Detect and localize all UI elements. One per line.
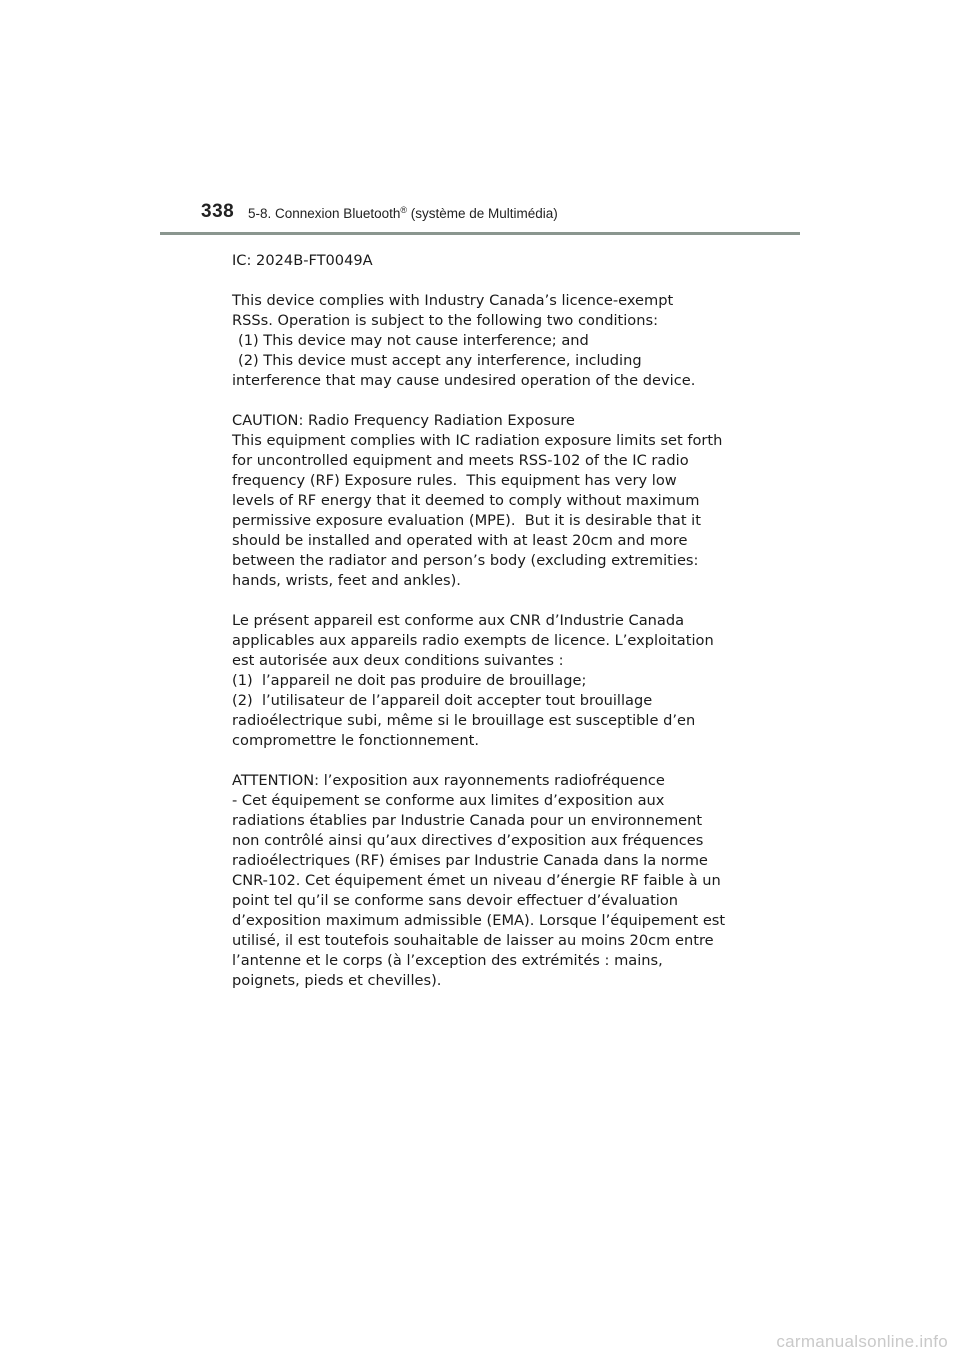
compliance-paragraph-fr — [232, 611, 752, 751]
page-header — [0, 0, 960, 236]
attention-paragraph-fr — [232, 771, 752, 991]
text-line: radioélectrique subi, même si le brouillage est susceptible d’en — [232, 712, 696, 729]
watermark: carmanualsonline.info — [776, 1332, 948, 1351]
registered-mark: ® — [400, 205, 407, 215]
text-line: est autorisée aux deux conditions suivantes : — [232, 652, 564, 669]
text-line: frequency (RF) Exposure rules. This equipment has very low — [232, 472, 677, 489]
section-title-prefix: 5-8. Connexion Bluetooth — [248, 206, 401, 221]
text-line: ATTENTION: l’exposition aux rayonnements radiofréquence — [232, 772, 665, 789]
ic-number-paragraph — [232, 251, 752, 271]
text-line: should be installed and operated with at least 20cm and more — [232, 532, 688, 549]
text-line: CNR-102. Cet équipement émet un niveau d’énergie RF faible à un — [232, 872, 721, 889]
text-line: poignets, pieds et chevilles). — [232, 972, 442, 989]
text-line: applicables aux appareils radio exempts de licence. L’exploitation — [232, 632, 714, 649]
text-line: for uncontrolled equipment and meets RSS-102 of the IC radio — [232, 452, 689, 469]
text-line: Le présent appareil est conforme aux CNR d’Industrie Canada — [232, 612, 685, 629]
text-line: (2) This device must accept any interference, including — [238, 352, 642, 369]
text-line: radiations établies par Industrie Canada pour un environnement — [232, 812, 703, 829]
document-body — [232, 251, 752, 1011]
text-line: l’antenne et le corps (à l’exception des extrémités : mains, — [232, 952, 663, 969]
text-line: non contrôlé ainsi qu’aux directives d’exposition aux fréquences — [232, 832, 704, 849]
text-line: (1) l’appareil ne doit pas produire de brouillage; — [232, 672, 587, 689]
caution-paragraph-en — [232, 411, 752, 591]
text-line: (2) l’utilisateur de l’appareil doit accepter tout brouillage — [232, 692, 653, 709]
text-line: This equipment complies with IC radiation exposure limits set forth — [232, 432, 723, 449]
text-line: IC: 2024B-FT0049A — [232, 252, 373, 269]
section-title-suffix: (système de Multimédia) — [407, 206, 558, 221]
text-line: hands, wrists, feet and ankles). — [232, 572, 461, 589]
text-line: (1) This device may not cause interference; and — [238, 332, 589, 349]
text-line: CAUTION: Radio Frequency Radiation Exposure — [232, 412, 575, 429]
text-line: This device complies with Industry Canada’s licence-exempt — [232, 292, 674, 309]
text-line: RSSs. Operation is subject to the following two conditions: — [232, 312, 658, 329]
text-line: point tel qu’il se conforme sans devoir effectuer d’évaluation — [232, 892, 679, 909]
text-line: - Cet équipement se conforme aux limites d’exposition aux — [232, 792, 665, 809]
header-divider — [160, 232, 800, 235]
text-line: utilisé, il est toutefois souhaitable de laisser au moins 20cm entre — [232, 932, 714, 949]
text-line: levels of RF energy that it deemed to comply without maximum — [232, 492, 700, 509]
text-line: radioélectriques (RF) émises par Industrie Canada dans la norme — [232, 852, 708, 869]
text-line: between the radiator and person’s body (excluding extremities: — [232, 552, 699, 569]
section-title — [248, 206, 558, 221]
text-line: compromettre le fonctionnement. — [232, 732, 479, 749]
text-line: d’exposition maximum admissible (EMA). Lorsque l’équipement est — [232, 912, 726, 929]
text-line: permissive exposure evaluation (MPE). But it is desirable that it — [232, 512, 701, 529]
compliance-paragraph-en — [232, 291, 752, 391]
text-line: interference that may cause undesired operation of the device. — [232, 372, 696, 389]
page-number: 338 — [201, 201, 235, 222]
